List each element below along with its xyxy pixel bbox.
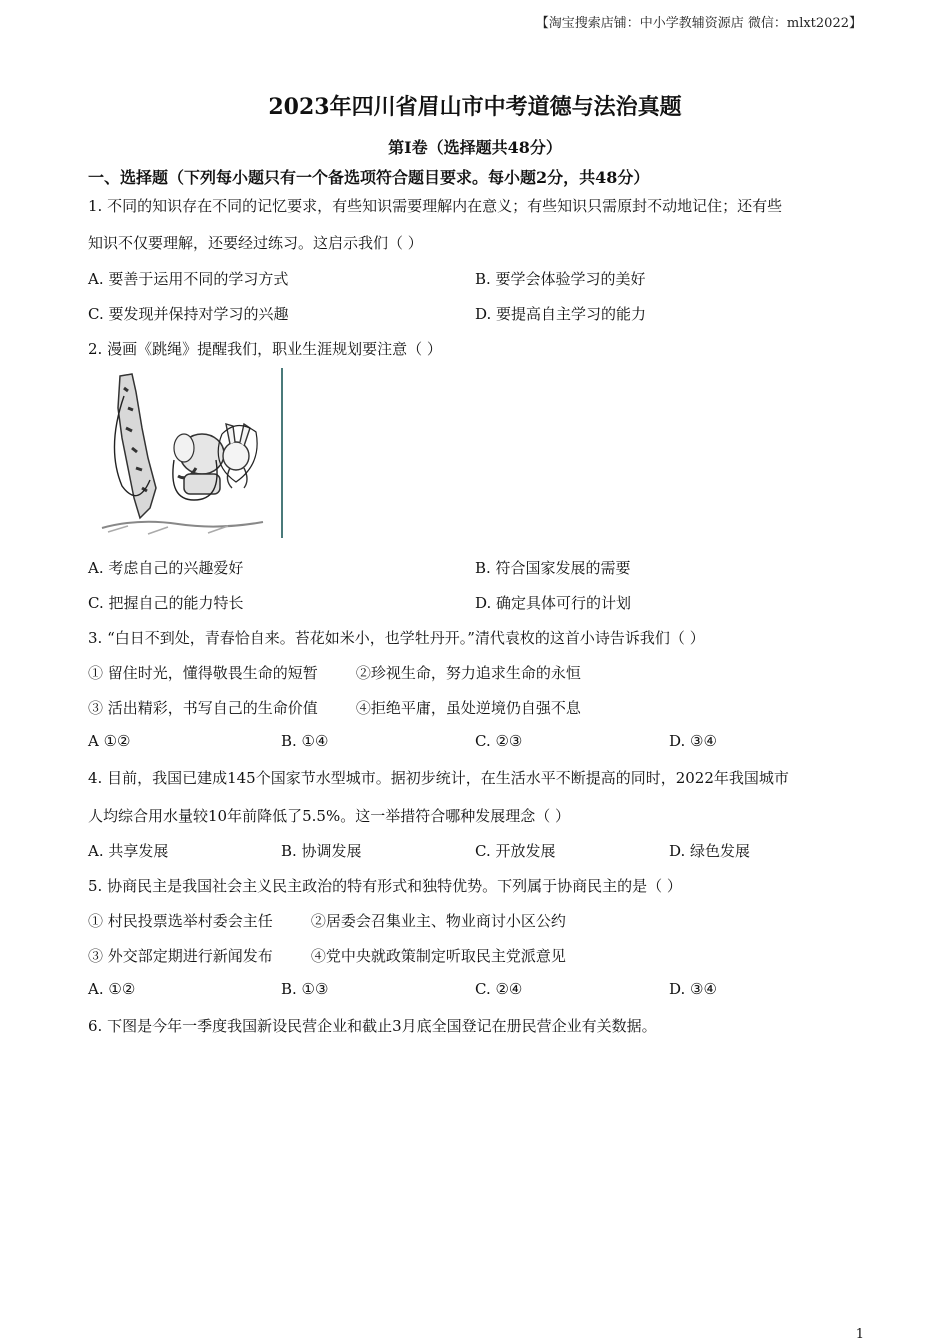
q2-option-a: A. 考虑自己的兴趣爱好 bbox=[88, 559, 244, 577]
q3-option-d: D. ③④ bbox=[669, 732, 717, 750]
q5-option-b: B. ①③ bbox=[281, 980, 329, 998]
q3-option-b: B. ①④ bbox=[281, 732, 329, 750]
section-heading: 一、选择题（下列每小题只有一个备选项符合题目要求。每小题2分，共48分） bbox=[88, 168, 650, 187]
q4-stem-line-2: 人均综合用水量较10年前降低了5.5%。这一举措符合哪种发展理念（ ） bbox=[88, 807, 570, 825]
q1-stem-line-2: 知识不仅要理解，还要经过练习。这启示我们（ ） bbox=[88, 234, 423, 252]
q5-option-d: D. ③④ bbox=[669, 980, 717, 998]
q6-stem: 6. 下图是今年一季度我国新设民营企业和截止3月底全国登记在册民营企业有关数据。 bbox=[88, 1017, 657, 1035]
q3-option-a: A ①② bbox=[88, 732, 131, 750]
q4-option-b: B. 协调发展 bbox=[281, 842, 362, 860]
q4-option-c: C. 开放发展 bbox=[475, 842, 556, 860]
q3-statements-3-4: ③ 活出精彩，书写自己的生命价值 ④拒绝平庸，虽处逆境仍自强不息 bbox=[88, 699, 581, 717]
page-header: 【淘宝搜索店铺：中小学教辅资源店 微信：mlxt2022】 bbox=[535, 16, 862, 31]
jump-rope-cartoon-image bbox=[98, 368, 284, 538]
q2-stem: 2. 漫画《跳绳》提醒我们，职业生涯规划要注意（ ） bbox=[88, 340, 442, 358]
q3-option-c: C. ②③ bbox=[475, 732, 523, 750]
q5-option-a: A. ①② bbox=[88, 980, 136, 998]
q1-stem-line-1: 1. 不同的知识存在不同的记忆要求，有些知识需要理解内在意义；有些知识只需原封不动地记住；还有些 bbox=[88, 197, 783, 215]
page-number: 1 bbox=[855, 1327, 864, 1342]
q5-statements-3-4: ③ 外交部定期进行新闻发布 ④党中央就政策制定听取民主党派意见 bbox=[88, 947, 566, 965]
q1-option-d: D. 要提高自主学习的能力 bbox=[475, 305, 647, 323]
page-title: 2023年四川省眉山市中考道德与法治真题 bbox=[268, 94, 682, 120]
q5-statements-1-2: ① 村民投票选举村委会主任 ②居委会召集业主、物业商讨小区公约 bbox=[88, 912, 566, 930]
q5-option-c: C. ②④ bbox=[475, 980, 523, 998]
q5-stem: 5. 协商民主是我国社会主义民主政治的特有形式和独特优势。下列属于协商民主的是（ ） bbox=[88, 877, 682, 895]
q2-option-b: B. 符合国家发展的需要 bbox=[475, 559, 631, 577]
q1-option-a: A. 要善于运用不同的学习方式 bbox=[88, 270, 289, 288]
q4-option-d: D. 绿色发展 bbox=[669, 842, 751, 860]
q3-stem: 3. “白日不到处，青春恰自来。苔花如米小，也学牡丹开。”清代袁枚的这首小诗告诉我们（ ） bbox=[88, 629, 705, 647]
q4-option-a: A. 共享发展 bbox=[88, 842, 169, 860]
q3-statements-1-2: ① 留住时光，懂得敬畏生命的短暂 ②珍视生命，努力追求生命的永恒 bbox=[88, 664, 581, 682]
q2-option-d: D. 确定具体可行的计划 bbox=[475, 594, 632, 612]
q2-option-c: C. 把握自己的能力特长 bbox=[88, 594, 244, 612]
part-subtitle: 第I卷（选择题共48分） bbox=[388, 138, 562, 157]
q4-stem-line-1: 4. 目前，我国已建成145个国家节水型城市。据初步统计，在生活水平不断提高的同时，2022年我国城市 bbox=[88, 769, 789, 787]
q1-option-c: C. 要发现并保持对学习的兴趣 bbox=[88, 305, 289, 323]
q1-option-b: B. 要学会体验学习的美好 bbox=[475, 270, 646, 288]
